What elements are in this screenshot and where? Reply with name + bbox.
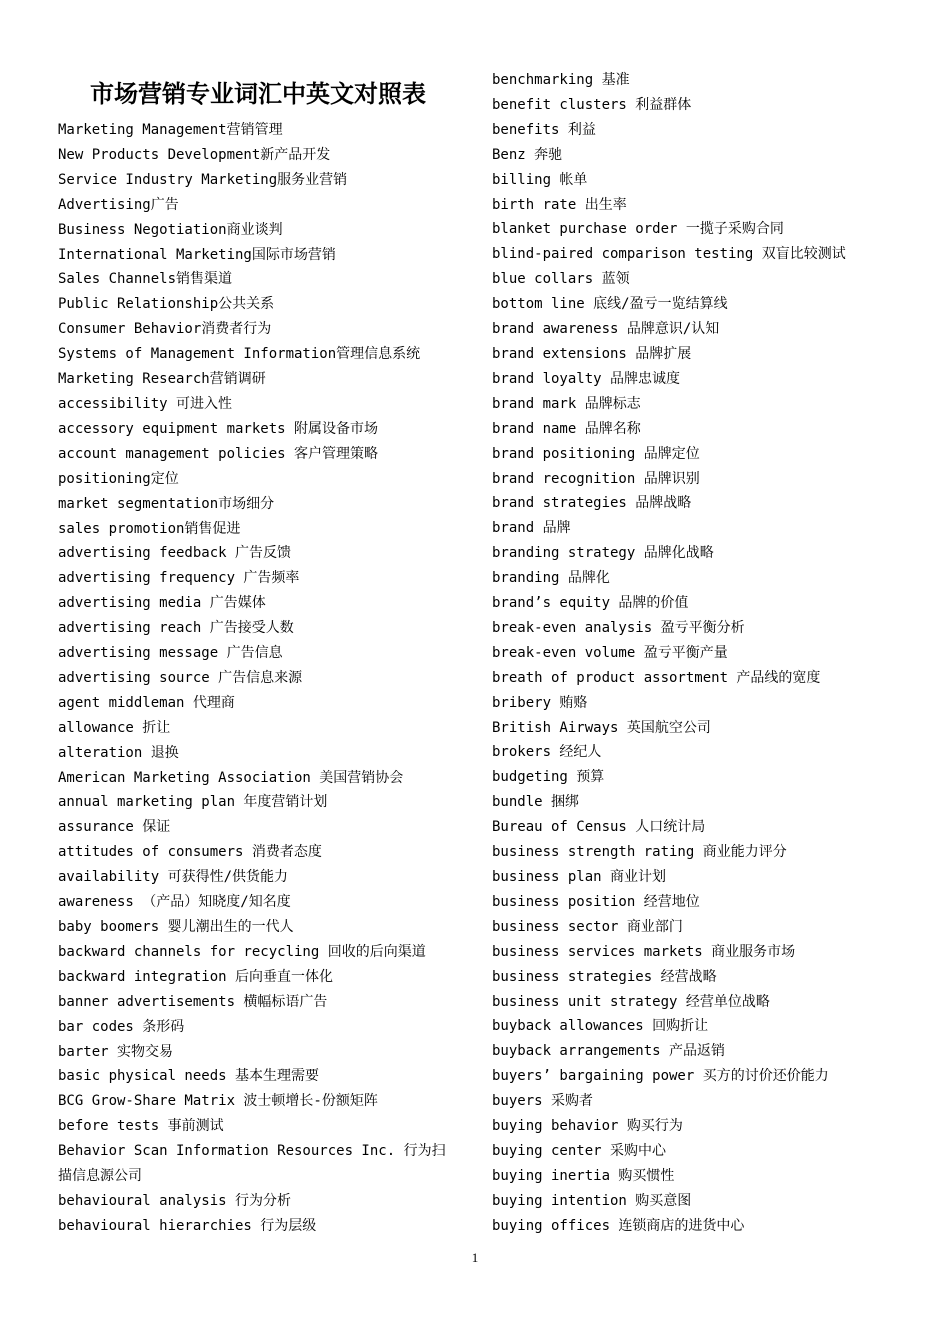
term-entry: behavioural hierarchies 行为层级 xyxy=(58,1217,317,1234)
term-entry: Service Industry Marketing服务业营销 xyxy=(58,171,348,188)
term-entry: bundle 捆绑 xyxy=(492,794,580,811)
term-entry: billing 帐单 xyxy=(492,171,588,188)
term-entry: brand awareness 品牌意识/认知 xyxy=(492,321,720,338)
term-entry: positioning定位 xyxy=(58,470,179,487)
term-entry: brand 品牌 xyxy=(492,520,571,537)
term-entry: allowance 折让 xyxy=(58,719,171,736)
term-entry: business unit strategy 经营单位战略 xyxy=(492,993,770,1010)
term-entry: advertising feedback 广告反馈 xyxy=(58,545,292,562)
term-entry: advertising source 广告信息来源 xyxy=(58,669,303,686)
term-entry: alteration 退换 xyxy=(58,744,179,761)
term-entry: buyback allowances 回购折让 xyxy=(492,1018,709,1035)
term-entry: attitudes of consumers 消费者态度 xyxy=(58,844,322,861)
term-entry: advertising frequency 广告频率 xyxy=(58,570,300,587)
term-entry: accessibility 可进入性 xyxy=(58,395,233,412)
term-entry: buying inertia 购买惯性 xyxy=(492,1167,675,1184)
term-entry: benefit clusters 利益群体 xyxy=(492,96,692,113)
term-entry: Behavior Scan Information Resources Inc. 行为扫描信息源公司 xyxy=(58,1143,446,1185)
term-entry: availability 可获得性/供货能力 xyxy=(58,869,289,886)
term-entry: Bureau of Census 人口统计局 xyxy=(492,819,706,836)
term-entry: benchmarking 基准 xyxy=(492,72,630,88)
term-entry: blind-paired comparison testing 双盲比较测试 xyxy=(492,246,846,263)
term-entry: Business Negotiation商业谈判 xyxy=(58,221,283,238)
left-term-list xyxy=(58,118,458,1239)
term-entry: bottom line 底线/盈亏一览结算线 xyxy=(492,296,728,313)
term-entry: behavioural analysis 行为分析 xyxy=(58,1192,292,1209)
term-entry: advertising media 广告媒体 xyxy=(58,595,266,612)
term-entry: Advertising广告 xyxy=(58,196,179,213)
term-entry: business strategies 经营战略 xyxy=(492,968,717,985)
term-entry: British Airways 英国航空公司 xyxy=(492,719,711,736)
term-entry: blanket purchase order 一揽子采购合同 xyxy=(492,221,784,238)
term-entry: Consumer Behavior消费者行为 xyxy=(58,321,272,338)
term-entry: International Marketing国际市场营销 xyxy=(58,246,336,263)
term-entry: business plan 商业计划 xyxy=(492,869,667,885)
term-entry: before tests 事前测试 xyxy=(58,1118,224,1135)
term-entry: market segmentation市场细分 xyxy=(58,495,275,512)
term-entry: Public Relationship公共关系 xyxy=(58,296,275,313)
term-entry: branding 品牌化 xyxy=(492,570,610,587)
document-title: 市场营销专业词汇中英文对照表 xyxy=(90,80,426,108)
term-entry: business strength rating 商业能力评分 xyxy=(492,844,787,861)
term-entry: buyers 采购者 xyxy=(492,1093,594,1110)
term-entry: Marketing Management营销管理 xyxy=(58,122,283,138)
term-entry: benefits 利益 xyxy=(492,121,596,138)
term-entry: Systems of Management Information管理信息系统 xyxy=(58,346,421,363)
term-entry: budgeting 预算 xyxy=(492,769,605,786)
term-entry: buying behavior 购买行为 xyxy=(492,1118,683,1135)
left-column xyxy=(58,118,458,1239)
term-entry: brand strategies 品牌战略 xyxy=(492,495,692,512)
term-entry: bribery 贿赂 xyxy=(492,694,588,711)
term-entry: annual marketing plan 年度营销计划 xyxy=(58,794,328,811)
term-entry: American Marketing Association 美国营销协会 xyxy=(58,769,404,786)
term-entry: buyers’ bargaining power 买方的讨价还价能力 xyxy=(492,1068,829,1085)
term-entry: brand name 品牌名称 xyxy=(492,420,641,437)
term-entry: brand extensions 品牌扩展 xyxy=(492,345,692,362)
term-entry: baby boomers 婴儿潮出生的一代人 xyxy=(58,919,294,935)
term-entry: barter 实物交易 xyxy=(58,1043,174,1060)
term-entry: business services markets 商业服务市场 xyxy=(492,943,796,960)
term-entry: accessory equipment markets 附属设备市场 xyxy=(58,420,379,437)
term-entry: brand mark 品牌标志 xyxy=(492,395,641,412)
term-entry: business position 经营地位 xyxy=(492,893,700,910)
term-entry: advertising message 广告信息 xyxy=(58,645,283,662)
term-entry: buying center 采购中心 xyxy=(492,1142,667,1159)
term-entry: break-even volume 盈亏平衡产量 xyxy=(492,644,728,661)
term-entry: buying intention 购买意图 xyxy=(492,1192,692,1209)
term-entry: account management policies 客户管理策略 xyxy=(58,445,379,462)
term-entry: business sector 商业部门 xyxy=(492,918,683,935)
term-entry: blue collars 蓝领 xyxy=(492,271,630,288)
page-number: 1 xyxy=(471,1250,479,1265)
term-entry: banner advertisements 横幅标语广告 xyxy=(58,993,328,1010)
term-entry: Marketing Research营销调研 xyxy=(58,371,266,388)
term-entry: breath of product assortment 产品线的宽度 xyxy=(492,669,821,686)
term-entry: bar codes 条形码 xyxy=(58,1018,185,1035)
term-entry: New Products Development新产品开发 xyxy=(58,146,331,163)
term-entry: brand positioning 品牌定位 xyxy=(492,445,700,462)
term-entry: birth rate 出生率 xyxy=(492,196,627,213)
term-entry: BCG Grow-Share Matrix 波士顿增长-份额矩阵 xyxy=(58,1093,378,1110)
term-entry: backward integration 后向垂直一体化 xyxy=(58,968,334,985)
term-entry: assurance 保证 xyxy=(58,819,171,836)
term-entry: sales promotion销售促进 xyxy=(58,520,241,537)
term-entry: awareness （产品）知晓度/知名度 xyxy=(58,894,291,911)
right-column xyxy=(492,68,892,1239)
term-entry: brand’s equity 品牌的价值 xyxy=(492,595,689,612)
term-entry: brokers 经纪人 xyxy=(492,744,602,761)
term-entry: brand recognition 品牌识别 xyxy=(492,470,700,487)
term-entry: Benz 奔驰 xyxy=(492,146,563,163)
term-entry: Sales Channels销售渠道 xyxy=(58,271,233,288)
term-entry: branding strategy 品牌化战略 xyxy=(492,545,714,562)
term-entry: brand loyalty 品牌忠诚度 xyxy=(492,370,681,387)
term-entry: break-even analysis 盈亏平衡分析 xyxy=(492,619,745,636)
term-entry: basic physical needs 基本生理需要 xyxy=(58,1068,320,1085)
term-entry: backward channels for recycling 回收的后向渠道 xyxy=(58,943,426,960)
term-entry: advertising reach 广告接受人数 xyxy=(58,620,294,637)
term-entry: agent middleman 代理商 xyxy=(58,694,235,711)
term-entry: buyback arrangements 产品返销 xyxy=(492,1043,726,1060)
right-term-list xyxy=(492,68,892,1239)
term-entry: buying offices 连锁商店的进货中心 xyxy=(492,1217,745,1234)
